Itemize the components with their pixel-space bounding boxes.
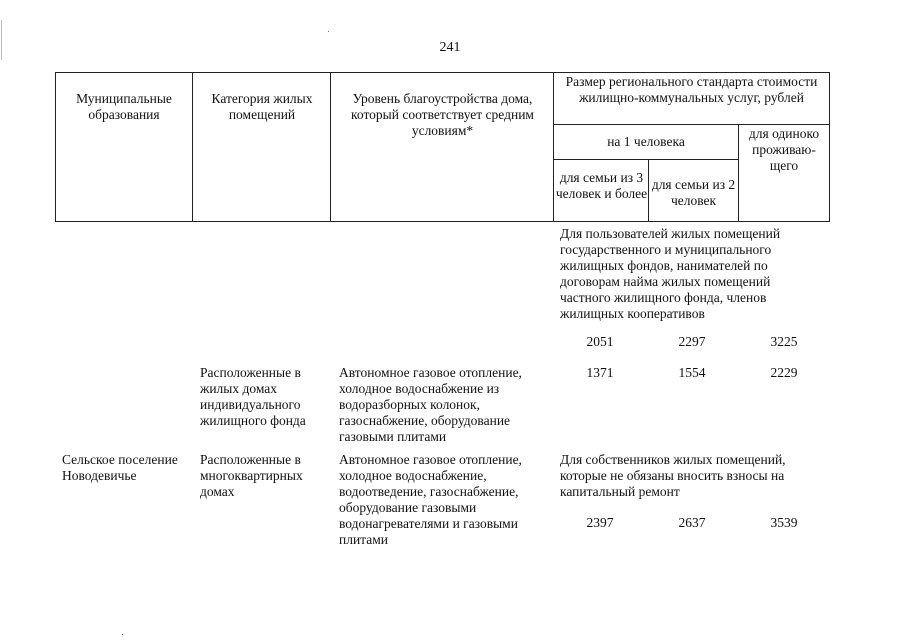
row1-single-value: 3225 — [770, 334, 798, 349]
scan-speck — [122, 634, 123, 635]
col-border-1 — [192, 72, 193, 222]
header-family2: для семьи из 2 человек — [651, 177, 736, 208]
row1-family2-value: 2297 — [678, 334, 706, 349]
row3-family3-value: 2397 — [586, 515, 614, 530]
header-sub-border-2 — [553, 159, 738, 160]
row2-level: Автономное газовое отопление, холодное водоснабжение из водоразборных колонок, газоснабжение, оборудование газовыми плитами — [339, 365, 522, 444]
header-municipality: Муниципальные образования — [76, 91, 172, 122]
header-family3: для семьи из 3 человек и более — [555, 170, 648, 201]
table-top-border — [55, 72, 829, 73]
note-users: Для пользователей жилых помещений государственного и муниципального жилищных фондов, нанимателей по договорам найма жилых помещений частного жилищного фонда, членов жилищных кооперативов — [560, 226, 781, 321]
header-level: Уровень благоустройства дома, который соответствует средним условиям* — [351, 91, 534, 138]
col-border-2 — [330, 72, 331, 222]
scan-speck — [328, 31, 329, 32]
row3-single-value: 3539 — [770, 515, 798, 530]
header-category: Категория жилых помещений — [211, 91, 313, 122]
row3-family2-value: 2637 — [678, 515, 706, 530]
col-border-right — [829, 72, 830, 222]
row3-category: Расположенные в многоквартирных домах — [200, 452, 303, 499]
header-per-person: на 1 человека — [607, 134, 685, 149]
row3-municipality: Сельское поселение Новодевичье — [62, 452, 178, 483]
row2-family3-value: 1371 — [586, 365, 614, 380]
page-number: 241 — [439, 40, 461, 55]
table-header-bottom-border — [55, 221, 829, 222]
header-standard-size: Размер регионального стандарта стоимости жилищно-коммунальных услуг, рублей — [565, 74, 818, 105]
row3-note: Для собственников жилых помещений, которые не обязаны вносить взносы на капитальный ремонт — [560, 452, 786, 499]
row2-single-value: 2229 — [770, 365, 798, 380]
col-border-left — [55, 72, 56, 222]
row2-category: Расположенные в жилых домах индивидуального жилищного фонда — [200, 365, 306, 428]
scan-edge — [1, 20, 2, 60]
header-single: для одиноко проживаю-щего — [748, 126, 820, 173]
row1-family3-value: 2051 — [586, 334, 614, 349]
row2-family2-value: 1554 — [678, 365, 706, 380]
row3-level: Автономное газовое отопление, холодное водоснабжение, водоотведение, газоснабжение, оборудование газовыми водонагревателями и газовыми плитами — [339, 452, 522, 547]
